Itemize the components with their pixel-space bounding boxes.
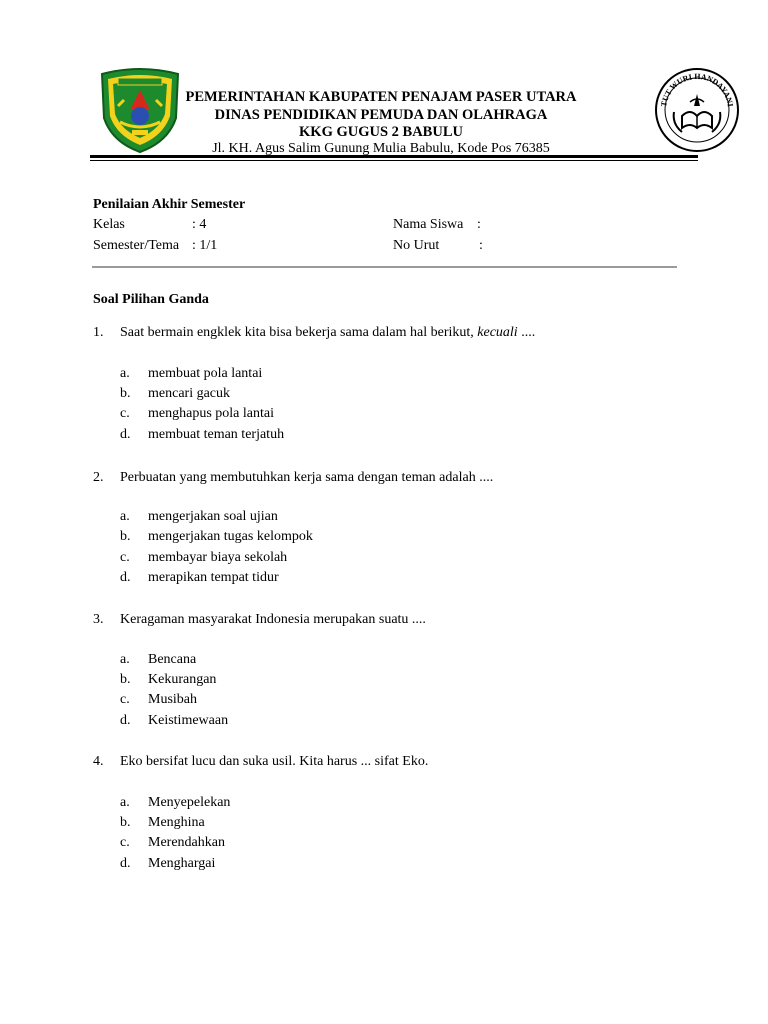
header-rule-heavy [90,155,698,158]
option-letter: d. [120,856,131,871]
tut-wuri-handayani-emblem-icon [652,66,742,154]
question-text: Perbuatan yang membutuhkan kerja sama dengan teman adalah .... [120,470,494,485]
option-text: Bencana [148,652,197,667]
question-text-emphasis: kecuali [477,325,518,340]
option-text: mengerjakan tugas kelompok [148,529,313,544]
tut-wuri-handayani-logo [652,66,742,154]
option-letter: a. [120,509,130,524]
question-number: 2. [93,470,104,485]
option-text: menghapus pola lantai [148,406,274,421]
option-letter: d. [120,427,131,442]
option-text: Menghargai [148,856,216,871]
question-text-main: Saat bermain engklek kita bisa bekerja sama dalam hal berikut, [120,325,474,340]
option-text: mengerjakan soal ujian [148,509,278,524]
semester-value: : 1/1 [192,238,218,253]
header-line-cluster: KKG GUGUS 2 BABULU [299,124,463,140]
header-line-government: PEMERINTAHAN KABUPATEN PENAJAM PASER UTARA [185,89,577,105]
option-text: membuat teman terjatuh [148,427,285,442]
question-text [120,324,535,342]
option-letter: c. [120,406,130,421]
option-text: Menyepelekan [148,795,231,810]
option-letter: d. [120,713,131,728]
option-text: Keistimewaan [148,713,229,728]
option-text: Menghina [148,815,205,830]
section-divider [92,266,677,268]
option-letter: b. [120,672,131,687]
option-text: Musibah [148,692,197,707]
question-number: 4. [93,754,104,769]
option-letter: b. [120,386,131,401]
option-text: membuat pola lantai [148,366,263,381]
option-text: membayar biaya sekolah [148,550,288,565]
header-address: Jl. KH. Agus Salim Gunung Mulia Babulu, Kode Pos 76385 [212,141,550,156]
option-text: Kekurangan [148,672,217,687]
nama-siswa-label: Nama Siswa [393,217,464,232]
question-text: Keragaman masyarakat Indonesia merupakan suatu .... [120,612,426,627]
option-text: merapikan tempat tidur [148,570,279,585]
question-text-ellipsis: .... [521,325,536,340]
no-urut-value: : [479,238,483,253]
option-letter: a. [120,795,130,810]
question-number: 1. [93,325,104,340]
nama-siswa-value: : [477,217,481,232]
option-letter: c. [120,550,130,565]
option-letter: a. [120,366,130,381]
option-text: mencari gacuk [148,386,231,401]
exam-title: Penilaian Akhir Semester [93,197,246,212]
semester-label: Semester/Tema [93,238,180,253]
option-letter: c. [120,692,130,707]
kelas-value: : 4 [192,217,207,232]
option-letter: b. [120,529,131,544]
option-letter: a. [120,652,130,667]
option-letter: d. [120,570,131,585]
section-title: Soal Pilihan Ganda [93,292,209,307]
kelas-label: Kelas [93,217,125,232]
option-letter: b. [120,815,131,830]
option-text: Merendahkan [148,835,225,850]
emblem-motto: TUT WURI HANDAYANI [659,71,735,108]
no-urut-label: No Urut [393,238,440,253]
header-rule-thin [90,160,698,161]
question-number: 3. [93,612,104,627]
option-letter: c. [120,835,130,850]
question-text: Eko bersifat lucu dan suka usil. Kita harus ... sifat Eko. [120,754,429,769]
header-line-department: DINAS PENDIDIKAN PEMUDA DAN OLAHRAGA [214,107,548,123]
